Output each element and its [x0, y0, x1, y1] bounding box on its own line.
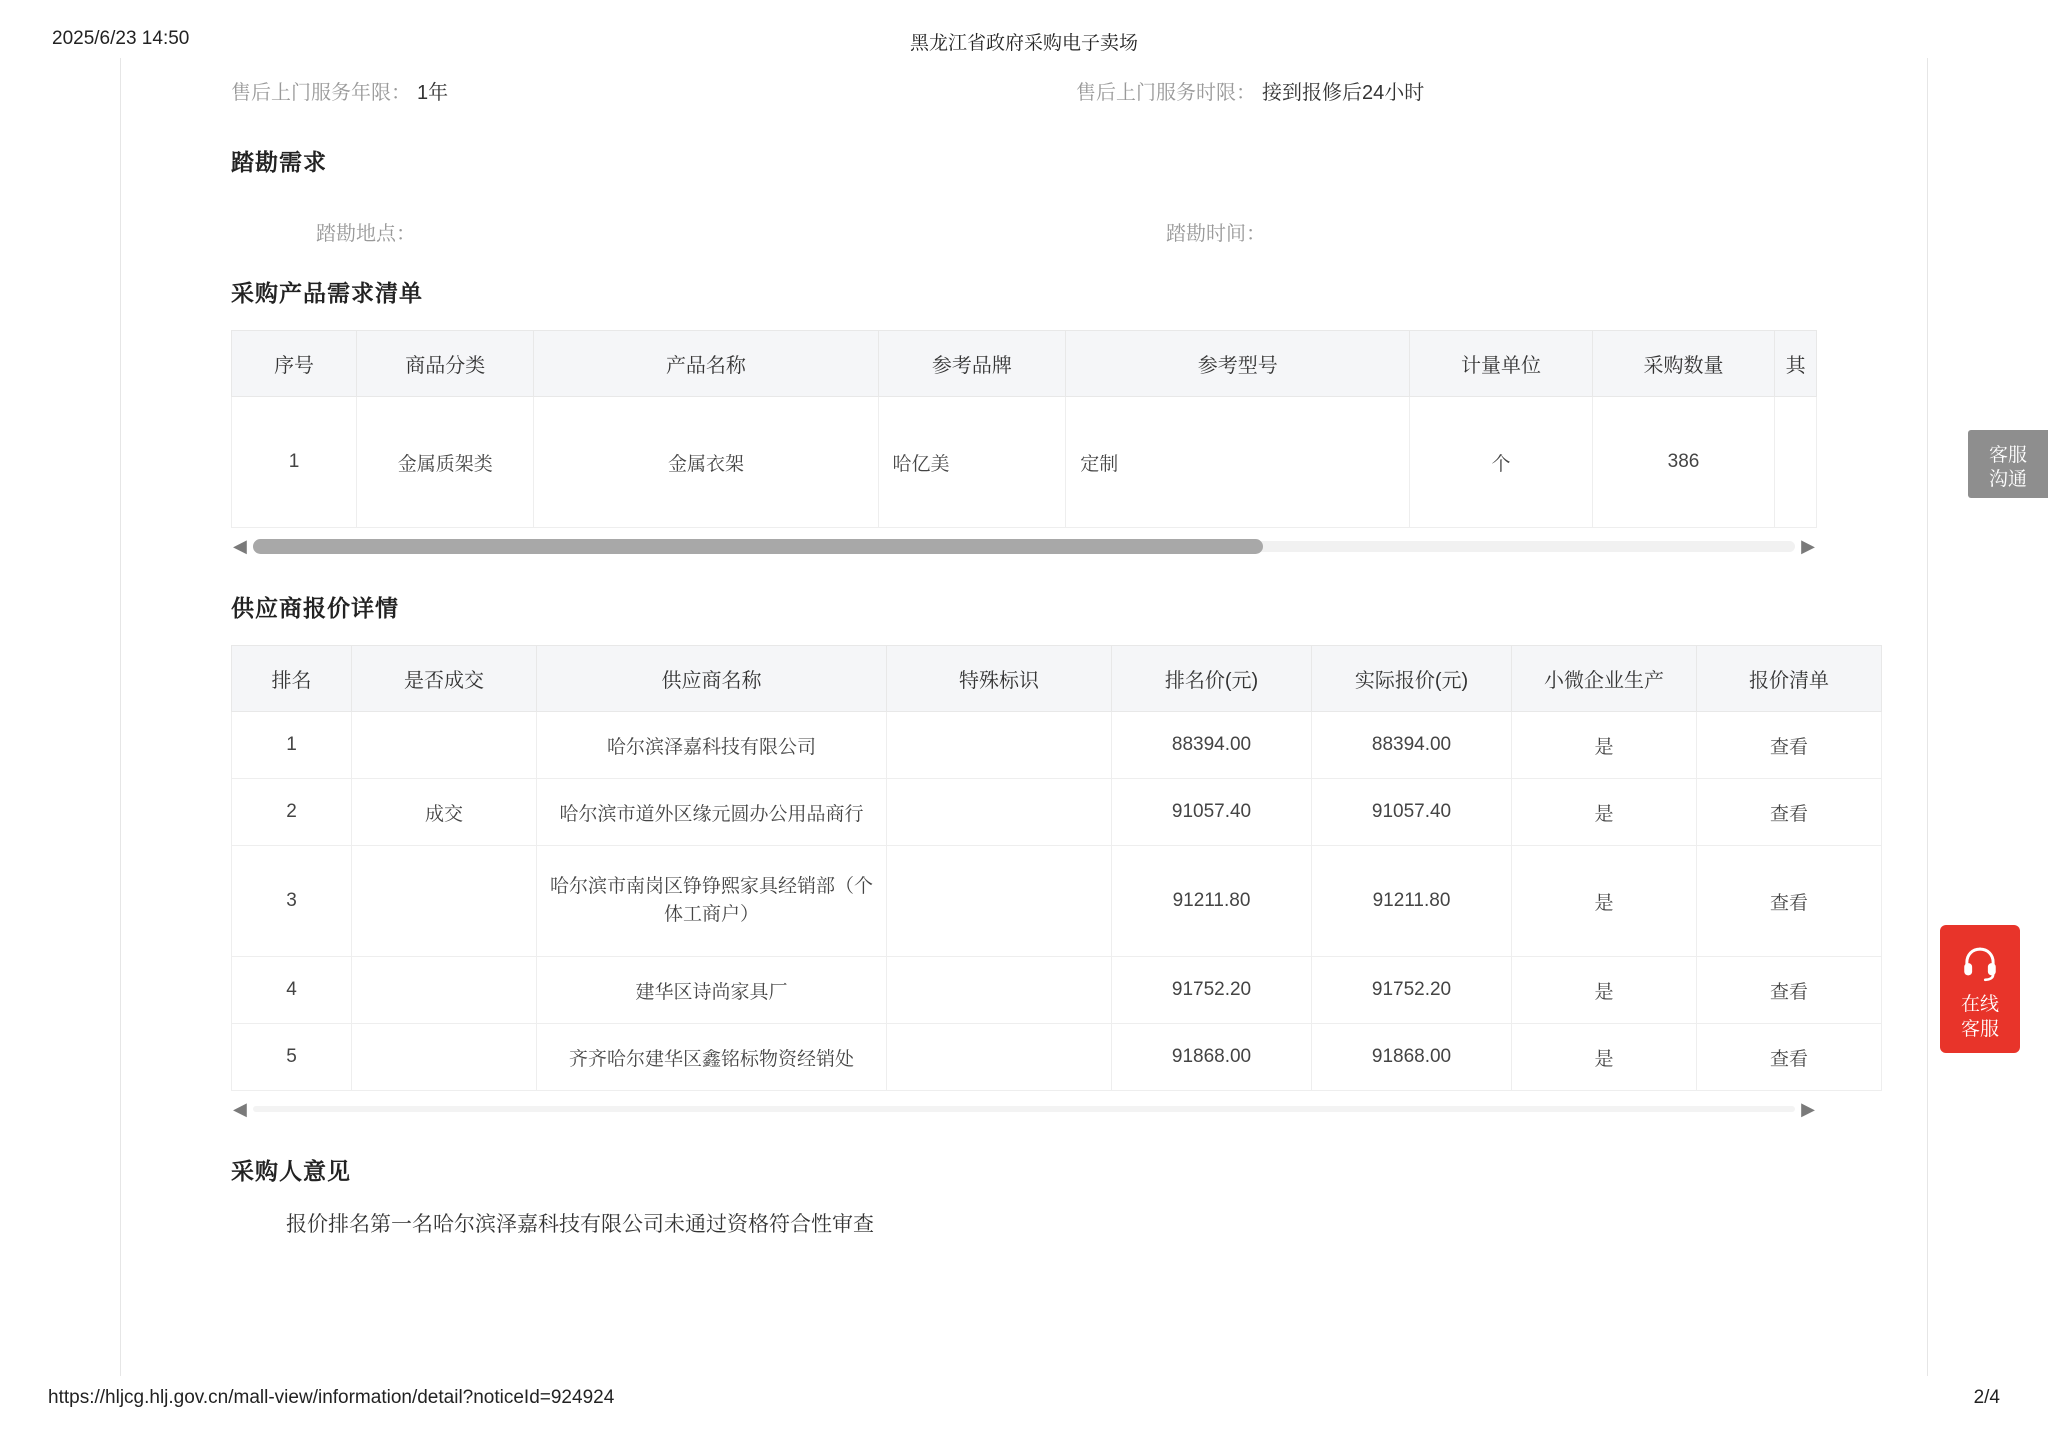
cell-deal: [352, 1024, 537, 1091]
bids-table-header-row: [232, 646, 1882, 712]
cell-small-micro: 是: [1512, 1024, 1697, 1091]
survey-time-label: 踏勘时间：: [1166, 223, 1266, 245]
cell-supplier: 哈尔滨市南岗区铮铮熙家具经销部（个体工商户）: [537, 846, 887, 957]
col-special-mark: 特殊标识: [887, 646, 1112, 712]
opinion-text: 报价排名第一名哈尔滨泽嘉科技有限公司未通过资格符合性审查: [286, 1213, 874, 1236]
page-url: https://hljcg.hlj.gov.cn/mall-view/information/detail?noticeId=924924: [48, 1387, 615, 1408]
online-line-2: 客服: [1960, 1018, 1999, 1040]
cell-unit: 个: [1410, 397, 1592, 528]
cell-rank-price: 91752.20: [1112, 957, 1312, 1024]
chat-line-2: 沟通: [1988, 468, 2027, 490]
document-page: [120, 58, 1928, 1376]
cell-special-mark: [887, 712, 1112, 779]
cell-rank: 4: [232, 957, 352, 1024]
online-line-1: 在线: [1960, 994, 1999, 1015]
cell-actual-price: 91752.20: [1312, 957, 1512, 1024]
service-time-value: 接到报修后24小时: [1262, 82, 1425, 104]
view-quote-link[interactable]: 查看: [1697, 1024, 1882, 1091]
col-unit: 计量单位: [1410, 331, 1592, 397]
cell-actual-price: 91211.80: [1312, 846, 1512, 957]
col-supplier: 供应商名称: [537, 646, 887, 712]
cell-category: 金属质架类: [357, 397, 534, 528]
col-ref-brand: 参考品牌: [878, 331, 1066, 397]
col-extra-cut: 其: [1775, 331, 1817, 397]
print-header: [0, 28, 2048, 62]
cell-actual-price: 88394.00: [1312, 712, 1512, 779]
survey-fields: [176, 177, 1872, 249]
chat-line-1: 客服: [1988, 445, 2027, 466]
cell-ref-model: 定制: [1066, 397, 1410, 528]
cell-rank-price: 88394.00: [1112, 712, 1312, 779]
table-row: [232, 957, 1882, 1024]
print-footer: [0, 1387, 2048, 1417]
cell-rank: 1: [232, 712, 352, 779]
cell-rank-price: 91868.00: [1112, 1024, 1312, 1091]
cell-deal: [352, 846, 537, 957]
cell-ref-brand: 哈亿美: [878, 397, 1066, 528]
cell-supplier: 建华区诗尚家具厂: [537, 957, 887, 1024]
col-product-name: 产品名称: [534, 331, 878, 397]
cell-rank: 2: [232, 779, 352, 846]
bids-table: [231, 645, 1882, 1091]
online-service-button[interactable]: [1940, 925, 2020, 1053]
page-content: [121, 58, 1927, 1238]
table-row: [232, 846, 1882, 957]
cell-supplier: 哈尔滨市道外区缘元圆办公用品商行: [537, 779, 887, 846]
cell-small-micro: 是: [1512, 712, 1697, 779]
survey-section-title: 踏勘需求: [231, 149, 327, 175]
print-date: 2025/6/23 14:50: [52, 28, 190, 49]
scrollbar-track[interactable]: [253, 1106, 1795, 1112]
scroll-right-arrow-icon[interactable]: ▶: [1801, 536, 1815, 556]
col-quote-list: 报价清单: [1697, 646, 1882, 712]
table-row: [232, 712, 1882, 779]
cell-rank: 3: [232, 846, 352, 957]
cell-rank-price: 91057.40: [1112, 779, 1312, 846]
col-ref-model: 参考型号: [1066, 331, 1410, 397]
bids-section-title: 供应商报价详情: [231, 595, 399, 621]
cell-actual-price: 91057.40: [1312, 779, 1512, 846]
scroll-left-arrow-icon[interactable]: ◀: [233, 536, 247, 556]
view-quote-link[interactable]: 查看: [1697, 712, 1882, 779]
headset-icon: [1959, 943, 2001, 985]
col-qty: 采购数量: [1592, 331, 1774, 397]
col-small-micro: 小微企业生产: [1512, 646, 1697, 712]
product-section-title: 采购产品需求清单: [231, 280, 423, 306]
cell-extra-cut: [1775, 397, 1817, 528]
col-rank-price: 排名价(元): [1112, 646, 1312, 712]
service-year-value: 1年: [417, 82, 449, 104]
customer-service-chat-tab[interactable]: [1968, 430, 2048, 498]
opinion-section-title: 采购人意见: [231, 1158, 351, 1184]
cell-product-name: 金属衣架: [534, 397, 878, 528]
cell-deal: [352, 957, 537, 1024]
scrollbar-thumb[interactable]: [253, 539, 1263, 554]
view-quote-link[interactable]: 查看: [1697, 779, 1882, 846]
cell-index: 1: [232, 397, 357, 528]
site-title: 黑龙江省政府采购电子卖场: [909, 33, 1138, 54]
cell-special-mark: [887, 1024, 1112, 1091]
cell-small-micro: 是: [1512, 846, 1697, 957]
scroll-right-arrow-icon[interactable]: ▶: [1801, 1099, 1815, 1119]
bids-table-wrap: [231, 645, 1829, 1123]
col-rank: 排名: [232, 646, 352, 712]
cell-deal: 成交: [352, 779, 537, 846]
cell-small-micro: 是: [1512, 779, 1697, 846]
service-year-field: [231, 76, 448, 105]
cell-qty: 386: [1592, 397, 1774, 528]
table-row: [232, 779, 1882, 846]
bids-table-scrollbar[interactable]: [231, 1097, 1817, 1123]
col-deal: 是否成交: [352, 646, 537, 712]
view-quote-link[interactable]: 查看: [1697, 957, 1882, 1024]
product-table-scrollbar[interactable]: [231, 534, 1817, 560]
product-table-wrap: [231, 330, 1817, 560]
cell-small-micro: 是: [1512, 957, 1697, 1024]
cell-rank: 5: [232, 1024, 352, 1091]
col-actual-price: 实际报价(元): [1312, 646, 1512, 712]
product-table: [231, 330, 1817, 528]
service-time-field: [1076, 76, 1424, 105]
cell-actual-price: 91868.00: [1312, 1024, 1512, 1091]
view-quote-link[interactable]: 查看: [1697, 846, 1882, 957]
cell-rank-price: 91211.80: [1112, 846, 1312, 957]
page-number: 2/4: [1973, 1387, 2000, 1408]
survey-place-label: 踏勘地点：: [316, 223, 416, 245]
service-time-label: 售后上门服务时限：: [1076, 82, 1256, 104]
col-category: 商品分类: [357, 331, 534, 397]
cell-special-mark: [887, 846, 1112, 957]
after-sales-service-row: [176, 58, 1872, 118]
table-row: [232, 1024, 1882, 1091]
cell-supplier: 哈尔滨泽嘉科技有限公司: [537, 712, 887, 779]
cell-supplier: 齐齐哈尔建华区鑫铭标物资经销处: [537, 1024, 887, 1091]
table-row: [232, 397, 1817, 528]
service-year-label: 售后上门服务年限：: [231, 82, 411, 104]
scroll-left-arrow-icon[interactable]: ◀: [233, 1099, 247, 1119]
col-index: 序号: [232, 331, 357, 397]
cell-special-mark: [887, 779, 1112, 846]
cell-special-mark: [887, 957, 1112, 1024]
cell-deal: [352, 712, 537, 779]
product-table-header-row: [232, 331, 1817, 397]
